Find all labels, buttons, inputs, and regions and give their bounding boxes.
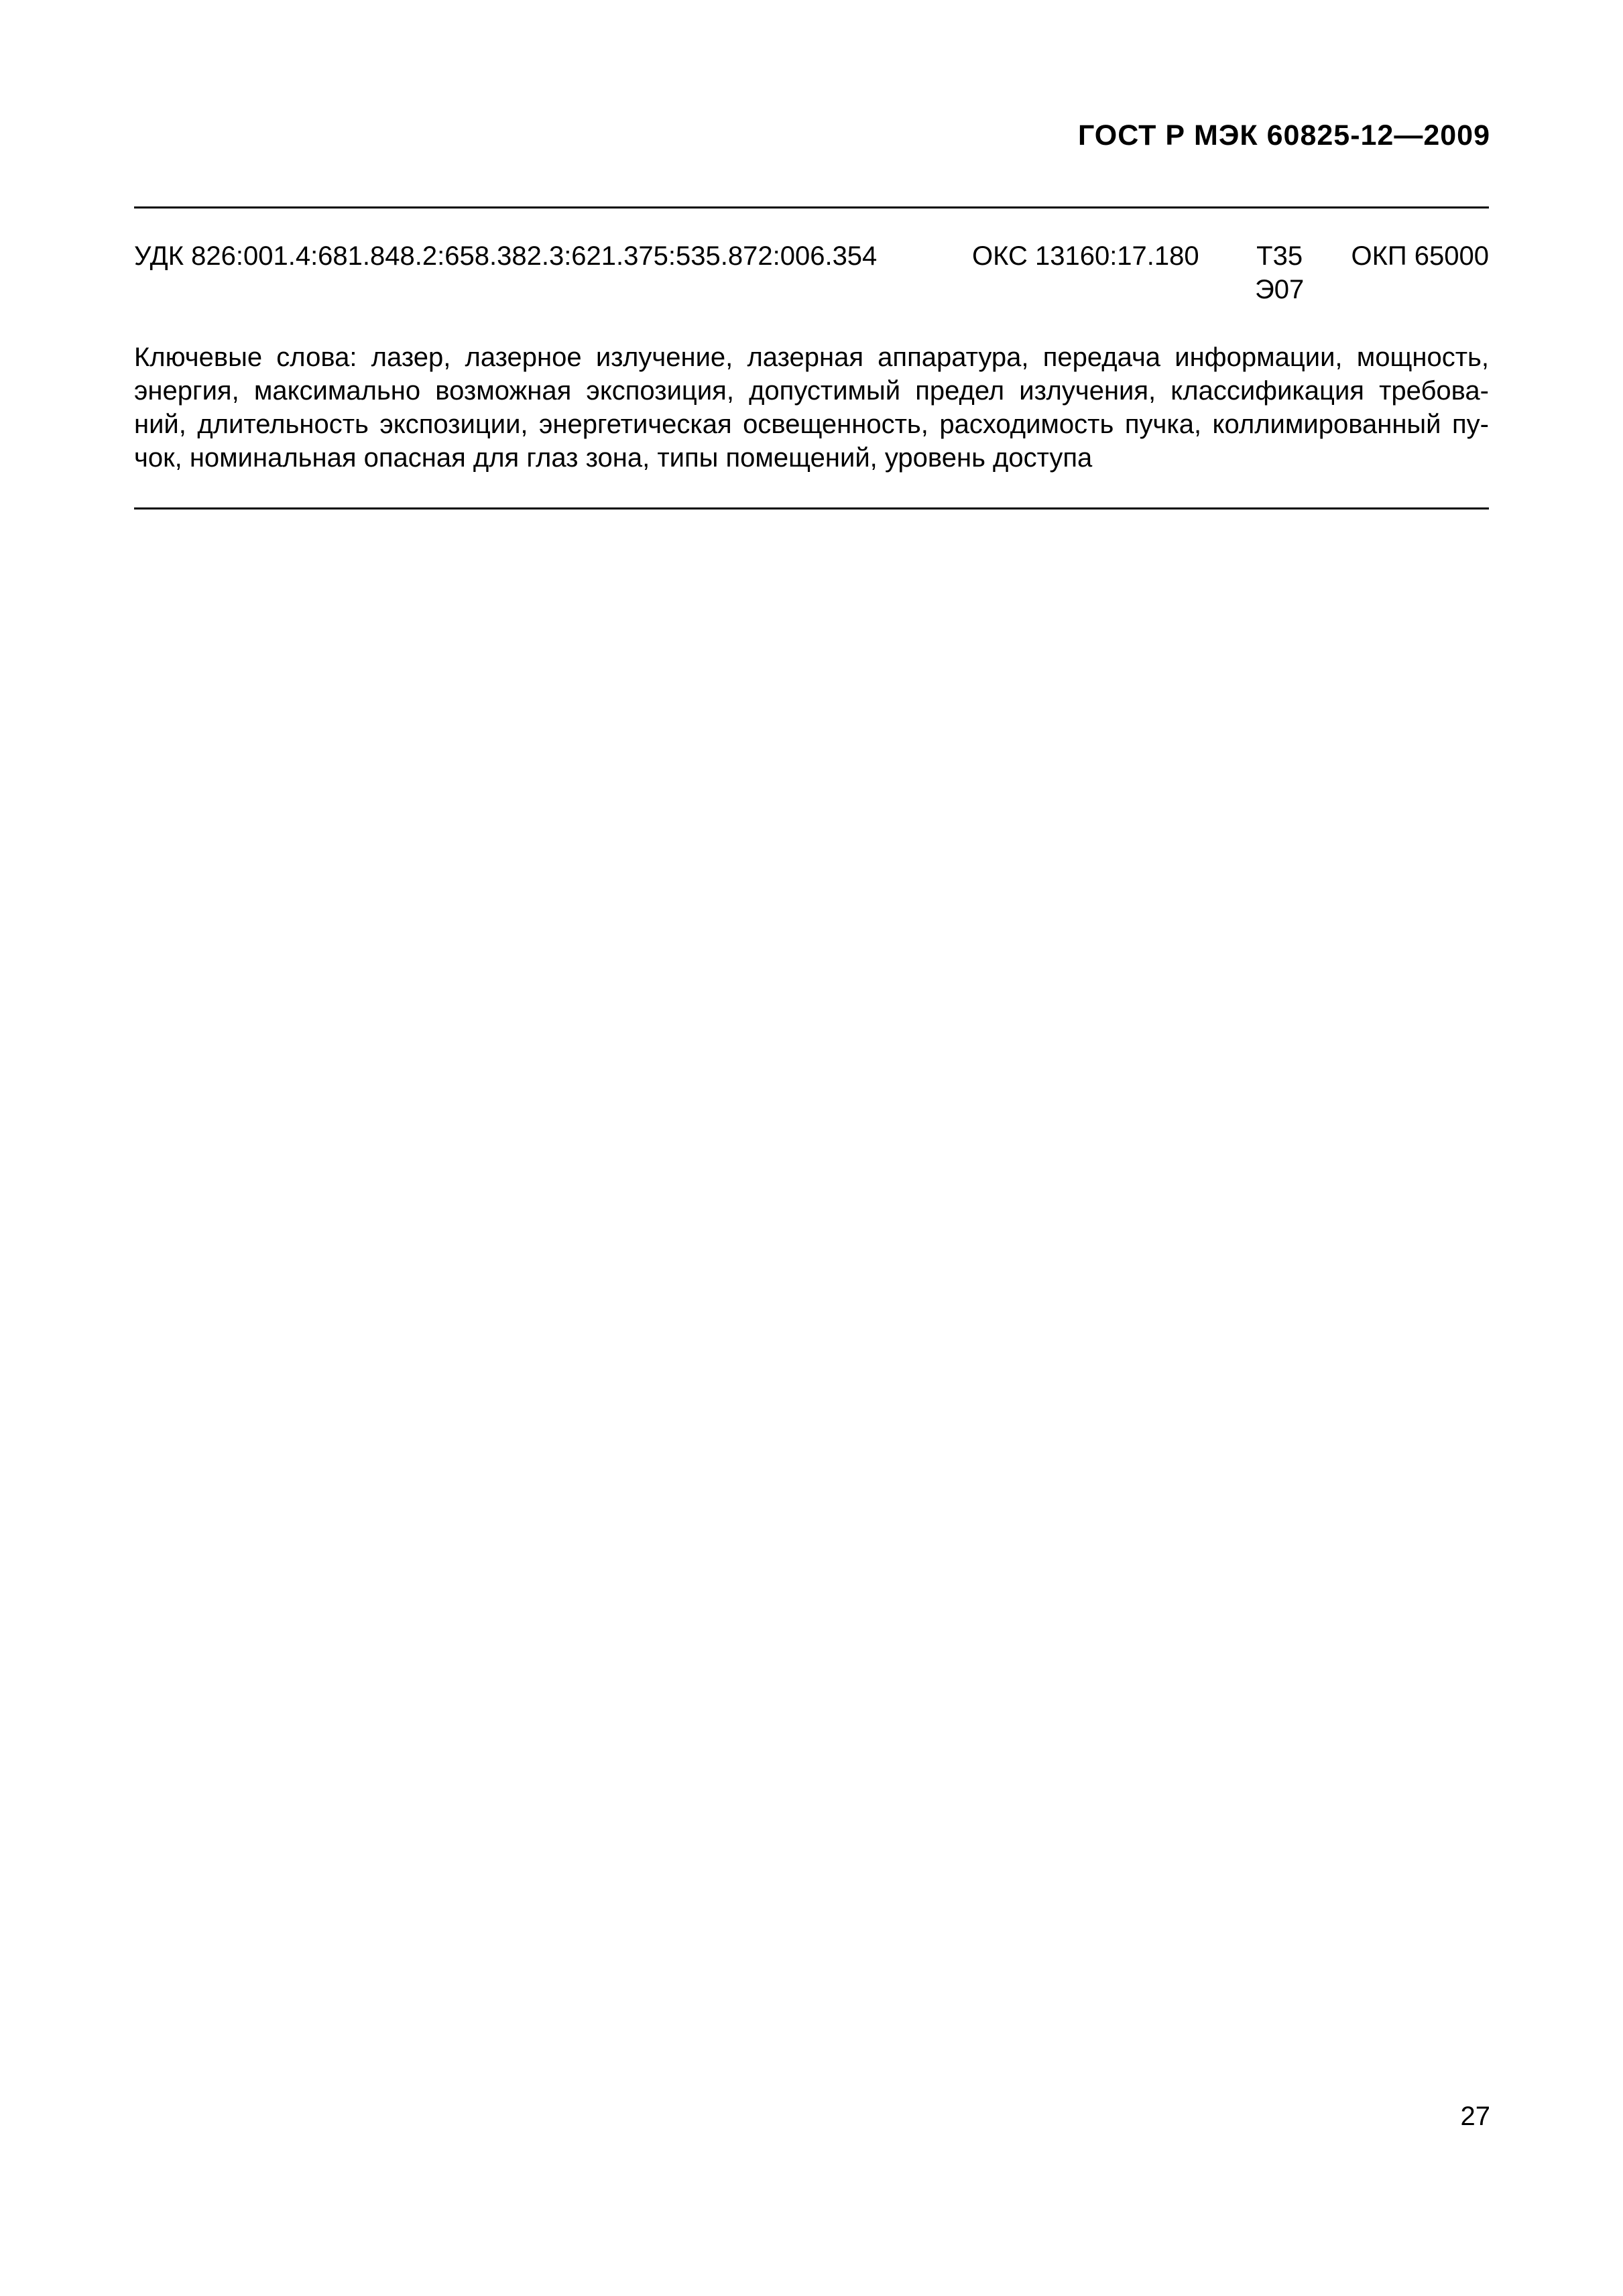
oks-code: ОКС 13160:17.180: [972, 241, 1199, 271]
keywords-line: энергия, максимально возможная экспозиция, допустимый предел излучения, классификация требова-: [134, 376, 1489, 406]
okp-code: ОКП 65000: [1351, 241, 1489, 271]
keywords-paragraph: [134, 341, 1489, 475]
code-t: Т35: [1256, 241, 1303, 271]
top-divider: [134, 206, 1489, 208]
udk-code: УДК 826:001.4:681.848.2:658.382.3:621.375:535.872:006.354: [134, 241, 878, 271]
bottom-divider: [134, 507, 1489, 509]
keywords-line: чок, номинальная опасная для глаз зона, типы помещений, уровень доступа: [134, 443, 1093, 473]
page-number: 27: [1460, 2102, 1490, 2131]
standard-number-header: ГОСТ Р МЭК 60825-12—2009: [1077, 119, 1490, 152]
code-e: Э07: [1255, 275, 1305, 304]
keywords-line: ний, длительность экспозиции, энергетическая освещенность, расходимость пучка, коллимированный пу-: [134, 410, 1489, 439]
category-codes: [1255, 239, 1304, 306]
keywords-line: Ключевые слова: лазер, лазерное излучение, лазерная аппаратура, передача информации, мощность,: [134, 343, 1489, 372]
